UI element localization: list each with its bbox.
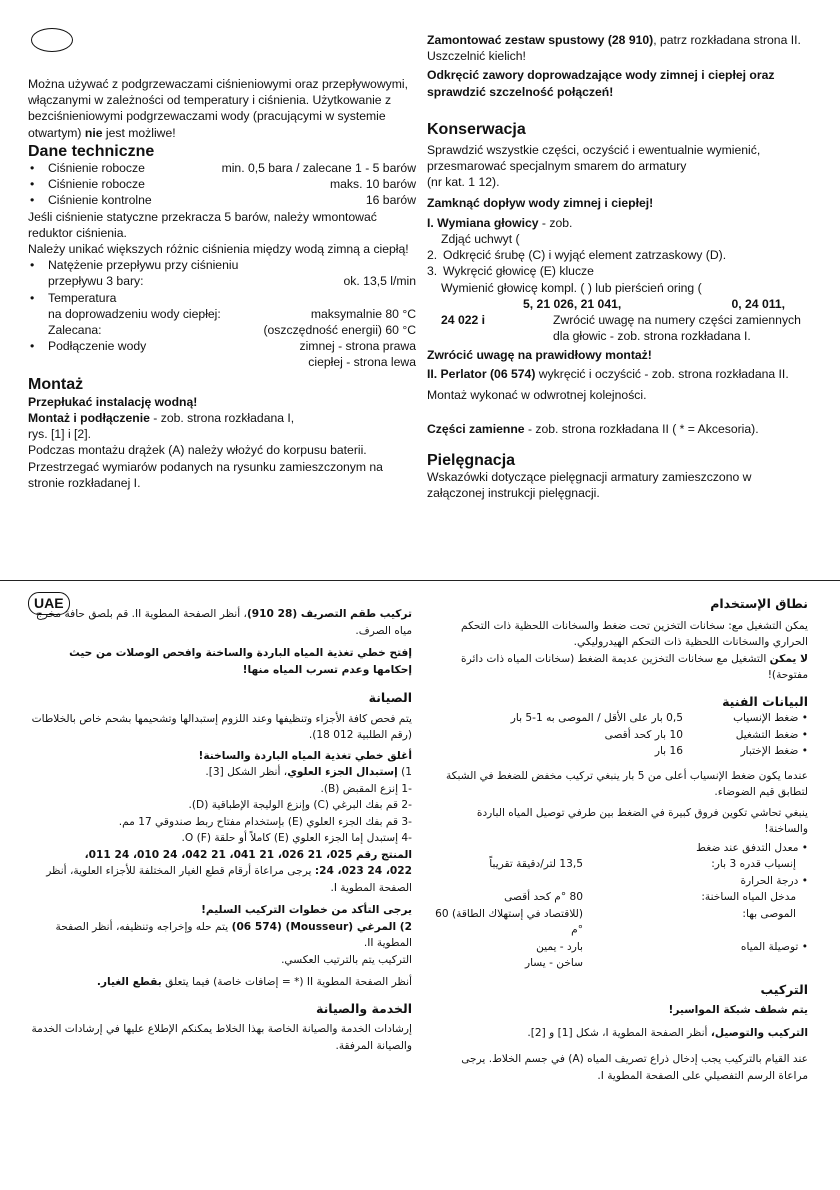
intro-paragraph: Można używać z podgrzewaczami ciśnieniowymi oraz przepływowymi, włączanymi w zależności od temperatury i ciśnienia. Użytkowanie z bezciśnieniowymi podgrzewaczami wody (pracującymi w systemie otwartym) nie jest możliwe! — [28, 77, 408, 140]
static-pressure-note: Jeśli ciśnienie statyczne przekracza 5 barów, należy wmontować reduktor ciśnienia. — [28, 209, 377, 240]
konserwacja-ref: (nr kat. 1 12). — [427, 175, 500, 190]
codes-line: 5, 21 026, 21 041, 0, 24 011, — [523, 296, 785, 311]
uae-badge: UAE — [28, 592, 70, 615]
flush-instruction: Przepłukać instalację wodną! — [28, 394, 198, 409]
arabic-right-column — [435, 596, 808, 1084]
ar-step-1: 1) إستبدال الجزء العلوي، أنظر الشكل [3]. — [205, 766, 412, 778]
ar-flow: • معدل التدفق عند ضغط — [696, 841, 808, 854]
section-divider — [0, 580, 840, 581]
ar-install-heading: التركيب — [760, 981, 808, 997]
ar-step-3: -3 قم بفك الجزء العلوي (E) بإستخدام مفتاح ربط صندوقي 17 مم. — [118, 815, 412, 828]
ar-open-valves: إفتح خطي تغذية المياه الباردة والساخنة وافحص الوصلات من حيث إحكامها وعدم تسرب المياه منها! — [69, 647, 412, 676]
konserwacja-text: Sprawdzić wszystkie części, oczyścić i ewentualnie wymienić, przesmarować specjalnym smarem do armatury — [427, 143, 761, 174]
flow-item: • Natężenie przepływu przy ciśnieniu przepływu 3 bary: ok. 13,5 l/min — [30, 258, 416, 289]
language-badge-oval — [31, 28, 73, 52]
ar-correct: يرجى التأكد من خطوات التركيب السليم! — [201, 904, 412, 916]
spare-parts: Części zamienne - zob. strona rozkładana II ( * = Akcesoria). — [427, 421, 759, 436]
ar-temp: • درجة الحرارة — [740, 874, 808, 887]
ar-reducer: عندما يكون ضغط الإنسياب أعلى من 5 بار ينبغي تركيب مخفض للضغط في الشبكة لتطابق قيم الضوضاء. — [445, 769, 808, 798]
ar-service: إرشادات الخدمة والصيانة الخاصة بهذا الخلاط يمكنكم الإطلاع عليها في إرشادات الخدمة والصيانة المرفقة. — [31, 1023, 412, 1052]
ar-step-1a: -1 إنزع المقبض (B). — [320, 782, 412, 795]
head-step-3: 3. Wykręcić głowicę (E) klucze — [427, 264, 594, 279]
ar-maint: يتم فحص كافة الأجزاء وتنظيفها وعند اللزوم إستبدالها وتشحيمها بشحم خاص بالخلاطات (رقم الطلبية 012 18). — [31, 712, 412, 741]
ar-spare: أنظر الصفحة المطوية II (* = إضافات خاصة) فيما يتعلق بقطع الغيار. — [96, 976, 412, 988]
head-step-3b: Wymienić głowicę kompl. ( ) lub pierścień oring ( — [441, 280, 702, 295]
ar-avoid: ينبغي تحاشي تكوين فروق كبيرة في الضغط بين طرفي توصيل المياه الباردة والساخنة! — [476, 806, 808, 835]
correct-mount-instruction: Zwrócić uwagę na prawidłowy montaż! — [427, 348, 652, 363]
ar-maint-heading: الصيانة — [368, 690, 412, 705]
ar-perlator: 2) المرغي (Mousseur) (06 574) يتم حله وإخراجه وتنظيفه، أنظر الصفحة المطوية II. — [55, 920, 412, 949]
ar-conn: • توصيلة المياه بارد - يمين — [536, 940, 808, 953]
ar-step-4: -4 إستبدل إما الجزء العلوي (E) كاملاً أو حلقة O (F). — [181, 832, 412, 844]
ar-tech-heading: البيانات الفنية — [722, 693, 808, 709]
ar-close: أغلق خطي تغذية المياه الباردة والساخنة! — [198, 749, 412, 762]
ar-drain: تركيب طقم التصريف (28 910)، أنظر الصفحة المطوية II. قم بلصق حافة مخرج مياه الصرف. — [35, 608, 412, 637]
ar-rec-value: الموصى بها: (للاقتصاد في إستهلاك الطاقة) 60 °م — [435, 907, 796, 936]
connection-item: • Podłączenie wody zimnej - strona prawa ciepłej - strona lewa — [30, 339, 416, 370]
ar-flow-value: إنسياب قدره 3 بار: 13,5 لتر/دقيقة تقريباً — [489, 858, 796, 870]
head-replacement: I. Wymiana głowicy - zob. — [427, 215, 573, 230]
perlator-paragraph: II. Perlator (06 574) wykręcić i oczyścić - zob. strona rozkładana II. — [427, 367, 789, 382]
tech-item-2: • Ciśnienie robocze maks. 10 barów — [30, 177, 416, 192]
care-heading: Pielęgnacja — [427, 452, 516, 470]
ar-codes-note: 022، 24 023، 24: يرجى مراعاة أرقام قطع الغيار المختلفة للأجزاء العلوية، أنظر الصفحة المطوية I. — [46, 865, 412, 894]
open-valves-instruction: Odkręcić zawory doprowadzające wody zimnej i ciepłej oraz sprawdzić szczelność połączeń! — [427, 68, 775, 99]
tech-item-3: • Ciśnienie kontrolne 16 barów — [30, 193, 416, 208]
drain-set-paragraph: Zamontować zestaw spustowy (28 910), patrz rozkładana strona II. Uszczelnić kielich! — [427, 33, 801, 64]
ar-mount-note: عند القيام بالتركيب يجب إدخال ذراع تصريف المياه (A) في جسم الخلاط. يرجى مراعاة الرسم التفصيلي على الصفحة المطوية I. — [461, 1053, 808, 1082]
head-step-1: Zdjąć uchwyt ( — [441, 232, 520, 247]
ar-tech-1: • ضغط الإنسياب 0,5 بار على الأقل / الموصى به 1-5 بار — [510, 712, 808, 724]
arabic-left-column — [28, 606, 412, 1054]
ar-tech-3: • ضغط الإختبار 16 بار — [654, 745, 808, 757]
ar-service-heading: الخدمة والصيانة — [315, 1000, 412, 1016]
temperature-item: • Temperatura na doprowadzeniu wody ciepłej: maksymalnie 80 °C Zalecana: (oszczędność energii) 60 °C — [30, 290, 416, 338]
mount-note: Podczas montażu drążek (A) należy włożyć do korpusu baterii. Przestrzegać wymiarów podanych na rysunku zamieszczonym na stronie rozkładanej I. — [28, 443, 383, 490]
tech-heading: Dane techniczne — [28, 142, 155, 160]
ar-reverse: التركيب يتم بالترتيب العكسي. — [281, 953, 412, 966]
mount-paragraph: Montaż i podłączenie - zob. strona rozkładana I, rys. [1] i [2]. — [28, 411, 295, 442]
montaz-heading: Montaż — [28, 375, 84, 393]
ar-flush: يتم شطف شبكة المواسير! — [668, 1004, 808, 1016]
ar-mount: التركيب والتوصيل، أنظر الصفحة المطوية I، شكل [1] و [2]. — [527, 1026, 808, 1039]
ar-tech-2: • ضغط التشغيل 10 بار كحد أقصى — [604, 728, 808, 741]
ar-step-2: -2 قم بفك البرغي (C) وإنزع الوليجة الإطباقية (D). — [188, 799, 412, 811]
care-text: Wskazówki dotyczące pielęgnacji armatury zamieszczono w załączonej instrukcji pielęgnacji. — [427, 470, 752, 501]
right-column — [427, 32, 811, 502]
head-step-2: 2. Odkręcić śrubę (C) i wyjąć element zatrzaskowy (D). — [427, 248, 727, 263]
ar-codes: المنتج رقم 025، 21 026، 21 041، 21 042، 24 010، 24 011، — [84, 848, 412, 861]
ar-scope-heading: نطاق الإستخدام — [710, 596, 808, 611]
left-column — [28, 76, 416, 491]
pressure-difference-note: Należy unikać większych różnic ciśnienia między wodą zimną a ciepłą! — [28, 242, 409, 257]
ar-scope-text: يمكن التشغيل مع: سخانات التخزين تحت ضغط والسخانات اللحظية ذات التحكم الحراري والسخانات اللحظية ذات التحكم الهيدروليكي. — [461, 619, 808, 648]
ar-temp-value: مدخل المياه الساخنة: 80 °م كحد أقصى — [504, 891, 796, 903]
konserwacja-heading: Konserwacja — [427, 120, 526, 138]
reverse-order: Montaż wykonać w odwrotnej kolejności. — [427, 387, 647, 402]
codes-note: 24 022 i Zwrócić uwagę na numery części zamiennych dla głowic - zob. strona rozkładana I. — [441, 312, 801, 344]
tech-item-1: • Ciśnienie robocze min. 0,5 bara / zalecane 1 - 5 barów — [30, 161, 416, 176]
ar-conn-2: ساخن - يسار — [524, 957, 583, 969]
ar-scope-not: لا يمكن التشغيل مع سخانات التخزين عديمة الضغط (سخانات المياه ذات دائرة مفتوحة)! — [461, 652, 808, 681]
close-water-instruction: Zamknąć dopływ wody zimnej i ciepłej! — [427, 195, 654, 210]
